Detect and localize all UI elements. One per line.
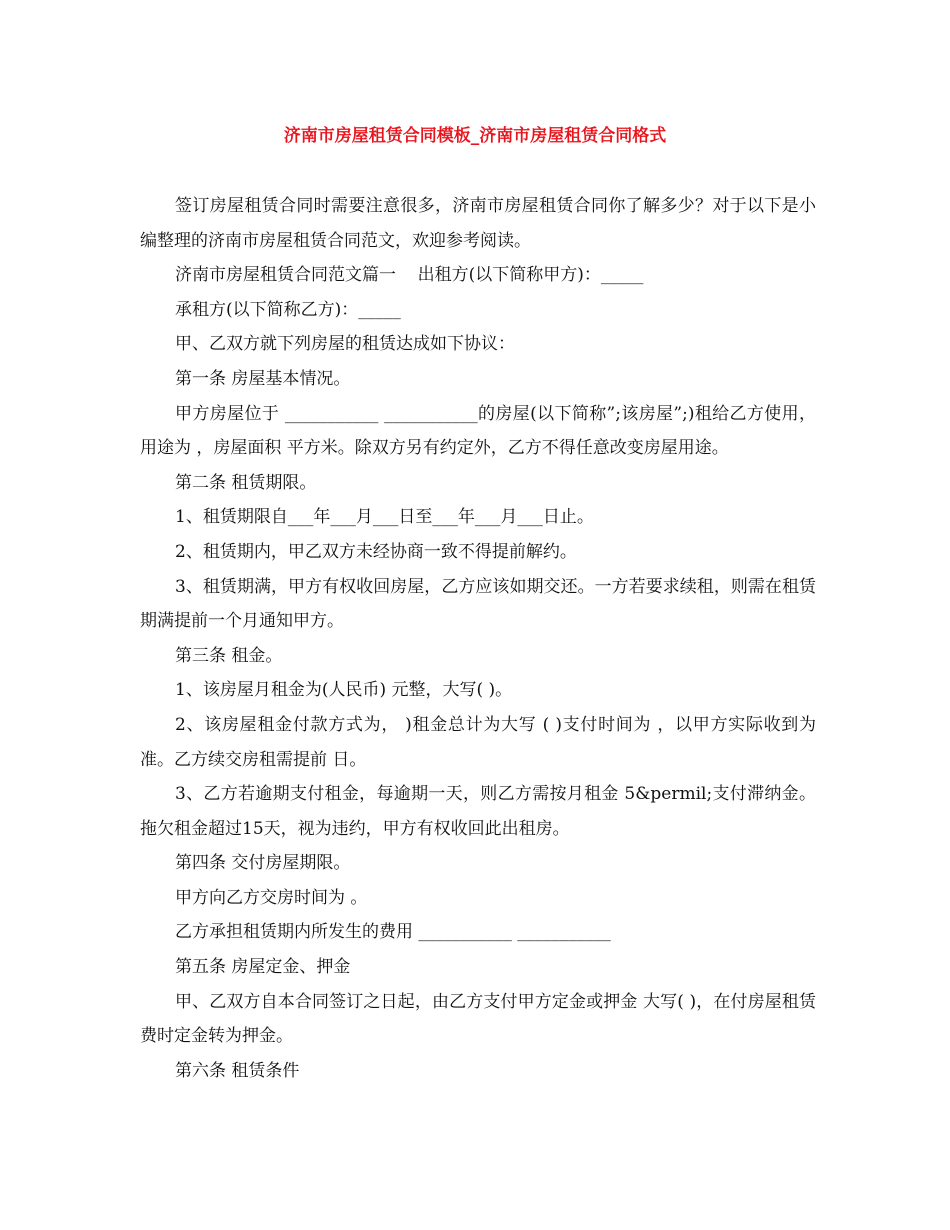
article-4-expenses: 乙方承担租赁期内所发生的费用 ___________ ___________ bbox=[175, 922, 611, 943]
article-3-heading: 第三条 租金。 bbox=[175, 645, 283, 666]
article-3-item-1: 1、该房屋月租金为(人民币) 元整，大写( )。 bbox=[175, 680, 513, 701]
article-2-item-3: 3、租赁期满，甲方有权收回房屋，乙方应该如期交还。一方若要求续租，则需在租赁期满提前一个月通知甲方。 bbox=[140, 576, 816, 632]
article-4-delivery-time: 甲方向乙方交房时间为 。 bbox=[175, 887, 368, 908]
paragraph-sample-heading: 济南市房屋租赁合同范文篇一 出租方(以下简称甲方)：_____ bbox=[175, 265, 644, 286]
article-2-item-1: 1、租赁期限自___年___月___日至___年___月___日止。 bbox=[175, 507, 594, 528]
article-5-heading: 第五条 房屋定金、押金 bbox=[175, 957, 351, 978]
article-4-heading: 第四条 交付房屋期限。 bbox=[175, 853, 351, 874]
paragraph-intro: 签订房屋租赁合同时需要注意很多，济南市房屋租赁合同你了解多少？对于以下是小编整理的济南市房屋租赁合同范文，欢迎参考阅读。 bbox=[140, 196, 816, 251]
article-3-item-3: 3、乙方若逾期支付租金，每逾期一天，则乙方需按月租金 5&permil;支付滞纳金。拖欠租金超过15天，视为违约，甲方有权收回此出租房。 bbox=[140, 784, 816, 839]
article-1-heading: 第一条 房屋基本情况。 bbox=[175, 368, 351, 389]
article-2-item-2: 2、租赁期内，甲乙双方未经协商一致不得提前解约。 bbox=[175, 541, 577, 562]
paragraph-lessee: 承租方(以下简称乙方)：_____ bbox=[175, 299, 401, 320]
article-5-deposit: 甲、乙双方自本合同签订之日起，由乙方支付甲方定金或押金 大写( )，在付房屋租赁费时定金转为押金。 bbox=[140, 991, 816, 1047]
article-6-heading: 第六条 租赁条件 bbox=[175, 1060, 300, 1081]
paragraph-agreement: 甲、乙双方就下列房屋的租赁达成如下协议： bbox=[175, 334, 515, 355]
article-3-item-2: 2、该房屋租金付款方式为， )租金总计为大写 ( )支付时间为 ，以甲方实际收到为准。乙方续交房租需提前 日。 bbox=[140, 714, 816, 770]
document-body bbox=[140, 189, 816, 1088]
document-title: 济南市房屋租赁合同模板_济南市房屋租赁合同格式 bbox=[283, 126, 667, 146]
article-2-heading: 第二条 租赁期限。 bbox=[175, 472, 317, 493]
article-1-location: 甲方房屋位于 ___________ ___________的房屋(以下简称”;该房屋”;)租给乙方使用，用途为 ，房屋面积 平方米。除双方另有约定外，乙方不得任意改变房屋用途。 bbox=[140, 403, 816, 459]
